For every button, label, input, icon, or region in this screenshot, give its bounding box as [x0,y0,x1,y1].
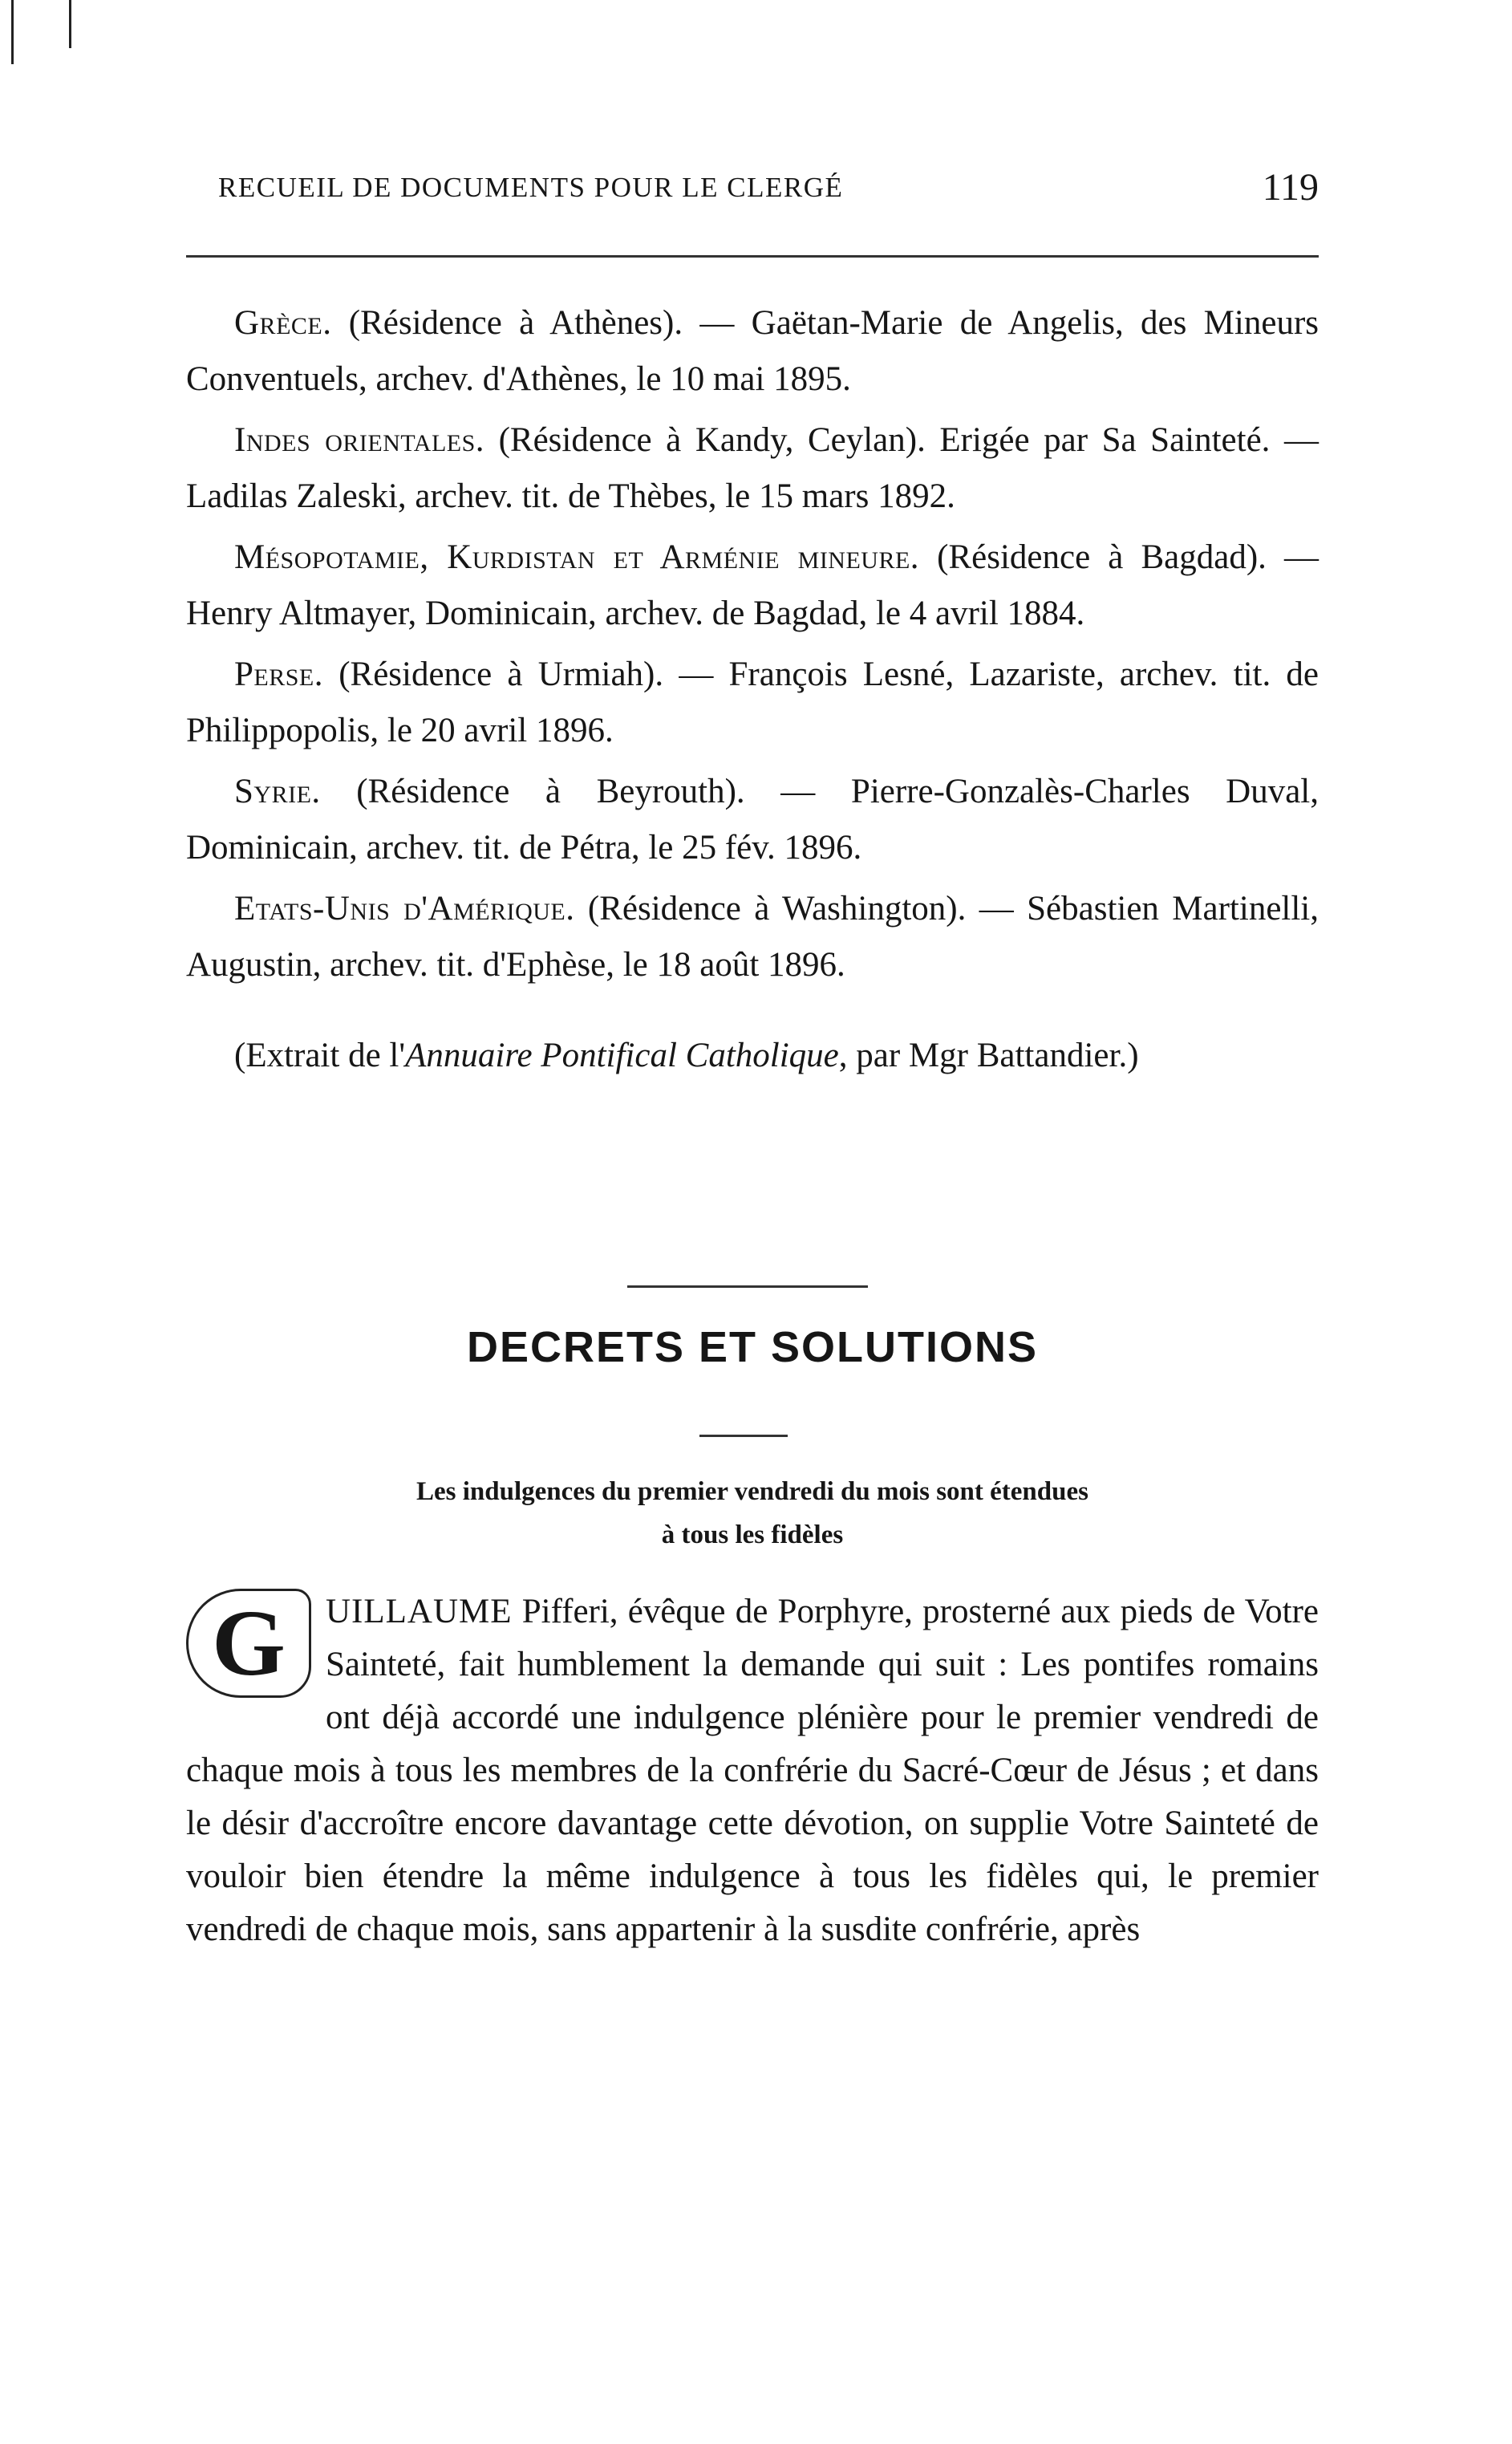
source-note-after: , par Mgr Battandier.) [838,1037,1139,1074]
entry-syrie [186,764,1319,876]
paragraph-text: Pifferi, évêque de Porphyre, prosterné aux pieds de Votre Sainteté, fait humblement la demande qui suit : Les pontifes romains ont déjà accordé une indulgence plénière pour le premier vendredi de chaque mois à tous les membres de la confrérie du Sacré-Cœur de Jésus ; et dans le désir d'accroître encore davantage cette dévotion, on supplie Votre Sainteté de vouloir bien étendre la même indulgence à tous les fidèles qui, le premier vendredi de chaque mois, sans appartenir à la susdite confrérie, après [186,1593,1319,1948]
source-note [186,1028,1319,1084]
subtitle-line: à tous les fidèles [661,1520,844,1549]
entry-region: Grèce. [234,304,332,342]
drop-cap: G [186,1589,311,1698]
entry-region: Perse. [234,656,324,693]
source-note-before: (Extrait de l' [234,1037,406,1074]
entry-grece [186,295,1319,408]
archbishop-entries [186,295,1319,1118]
entry-text: (Résidence à Athènes). — Gaëtan-Marie de Angelis, des Mineurs Conventuels, archev. d'Athènes, le 10 mai 1895. [186,304,1319,398]
entry-region: Syrie. [234,773,321,810]
entry-text: (Résidence à Beyrouth). — Pierre-Gonzalès-Charles Duval, Dominicain, archev. tit. de Pétra, le 25 fév. 1896. [186,773,1319,867]
entry-etats-unis [186,881,1319,993]
entry-text: (Résidence à Kandy, Ceylan). Erigée par Sa Sainteté. — Ladilas Zaleski, archev. tit. de Thèbes, le 15 mars 1892. [186,421,1319,515]
entry-mesopotamie [186,530,1319,642]
subtitle-line: Les indulgences du premier vendredi du mois sont étendues [416,1477,1088,1506]
body-text [186,1585,1319,1956]
body-paragraph [186,1585,1319,1956]
entry-text: (Résidence à Bagdad). — Henry Altmayer, Dominicain, archev. de Bagdad, le 4 avril 1884. [186,538,1319,632]
entry-text: (Résidence à Washington). — Sébastien Martinelli, Augustin, archev. tit. d'Ephèse, le 18 août 1896. [186,890,1319,984]
entry-region: Indes orientales. [234,421,485,459]
entry-region: Etats-Unis d'Amérique. [234,890,575,928]
title-rule [699,1435,788,1437]
entry-indes [186,412,1319,525]
entry-perse [186,647,1319,759]
separator-rule [627,1285,868,1288]
scan-edge-mark [69,0,71,48]
running-title: RECUEIL DE DOCUMENTS POUR LE CLERGÉ [218,172,844,203]
lead-word: UILLAUME [326,1593,513,1630]
header-rule [186,255,1319,258]
scan-edge-mark [11,0,14,64]
section-title: DECRETS ET SOLUTIONS [466,1323,1039,1371]
running-header [186,166,1319,220]
entry-region: Mésopotamie, Kurdistan et Arménie mineure. [234,538,920,576]
entry-text: (Résidence à Urmiah). — François Lesné, Lazariste, archev. tit. de Philippopolis, le 20 avril 1896. [186,656,1319,749]
page-number: 119 [1262,166,1319,209]
section-subtitle [186,1470,1319,1557]
source-note-title: Annuaire Pontifical Catholique [405,1037,839,1074]
